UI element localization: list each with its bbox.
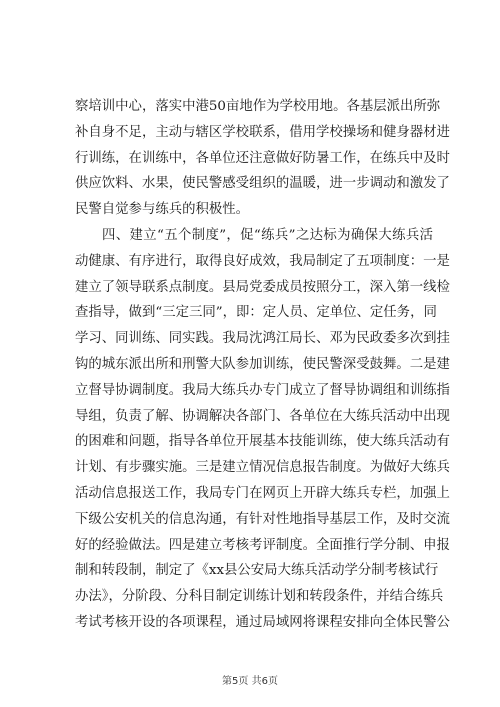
text-line: 好的经验做法。四是建立考核考评制度。全面推行学分制、申报 xyxy=(75,537,450,553)
text-line: 建立了领导联系点制度。县局党委成员按照分工，深入第一线检 xyxy=(75,279,450,295)
text-line: 考试考核开设的各项课程，通过局域网将课程安排向全体民警公 xyxy=(75,614,450,630)
text-line: 动健康、有序进行，取得良好成效，我局制定了五项制度：一是 xyxy=(75,253,450,269)
text-line: 察培训中心，落实中港50亩地作为学校用地。各基层派出所弥 xyxy=(75,99,441,114)
text-line: 供应饮料、水果，使民警感受组织的温暖，进一步调动和激发了 xyxy=(75,176,450,192)
text-line: 办法》，分阶段、分科目制定训练计划和转段条件，并结合练兵 xyxy=(75,589,444,605)
text-line: 立督导协调制度。我局大练兵办专门成立了督导协调组和训练指 xyxy=(75,382,450,398)
text-line: 下级公安机关的信息沟通，有针对性地指导基层工作，及时交流 xyxy=(75,511,450,527)
text-line: 导组，负责了解、协调解决各部门、各单位在大练兵活动中出现 xyxy=(75,408,450,424)
text-line: 计划、有步骤实施。三是建立情况信息报告制度。为做好大练兵 xyxy=(75,460,450,476)
body-text xyxy=(75,94,450,636)
text-line: 补自身不足，主动与辖区学校联系，借用学校操场和健身器材进 xyxy=(75,124,450,140)
text-line: 钩的城东派出所和刑警大队参加训练，使民警深受鼓舞。二是建 xyxy=(75,356,450,372)
text-line: 行训练，在训练中，各单位还注意做好防暑工作，在练兵中及时 xyxy=(75,150,450,166)
text-line: 制和转段制，制定了《xx县公安局大练兵活动学分制考核试行 xyxy=(75,563,439,579)
text-line: 查指导，做到“三定三同”，即：定人员、定单位、定任务，同 xyxy=(75,305,437,321)
paragraph-2 xyxy=(75,223,450,636)
text-line: 的困难和问题，指导各单位开展基本技能训练，使大练兵活动有 xyxy=(75,434,450,450)
text-line: 活动信息报送工作，我局专门在网页上开辟大练兵专栏，加强上 xyxy=(75,485,450,501)
paragraph-1 xyxy=(75,94,450,223)
text-line: 学习、同训练、同实践。我局沈鸿江局长、邓为民政委多次到挂 xyxy=(75,331,450,347)
text-line: 四、建立“五个制度”，促“练兵”之达标为确保大练兵活 xyxy=(102,227,433,243)
text-line: 民警自觉参与练兵的积极性。 xyxy=(75,202,250,218)
page-number-footer: 第5页 共6页 xyxy=(222,676,278,687)
